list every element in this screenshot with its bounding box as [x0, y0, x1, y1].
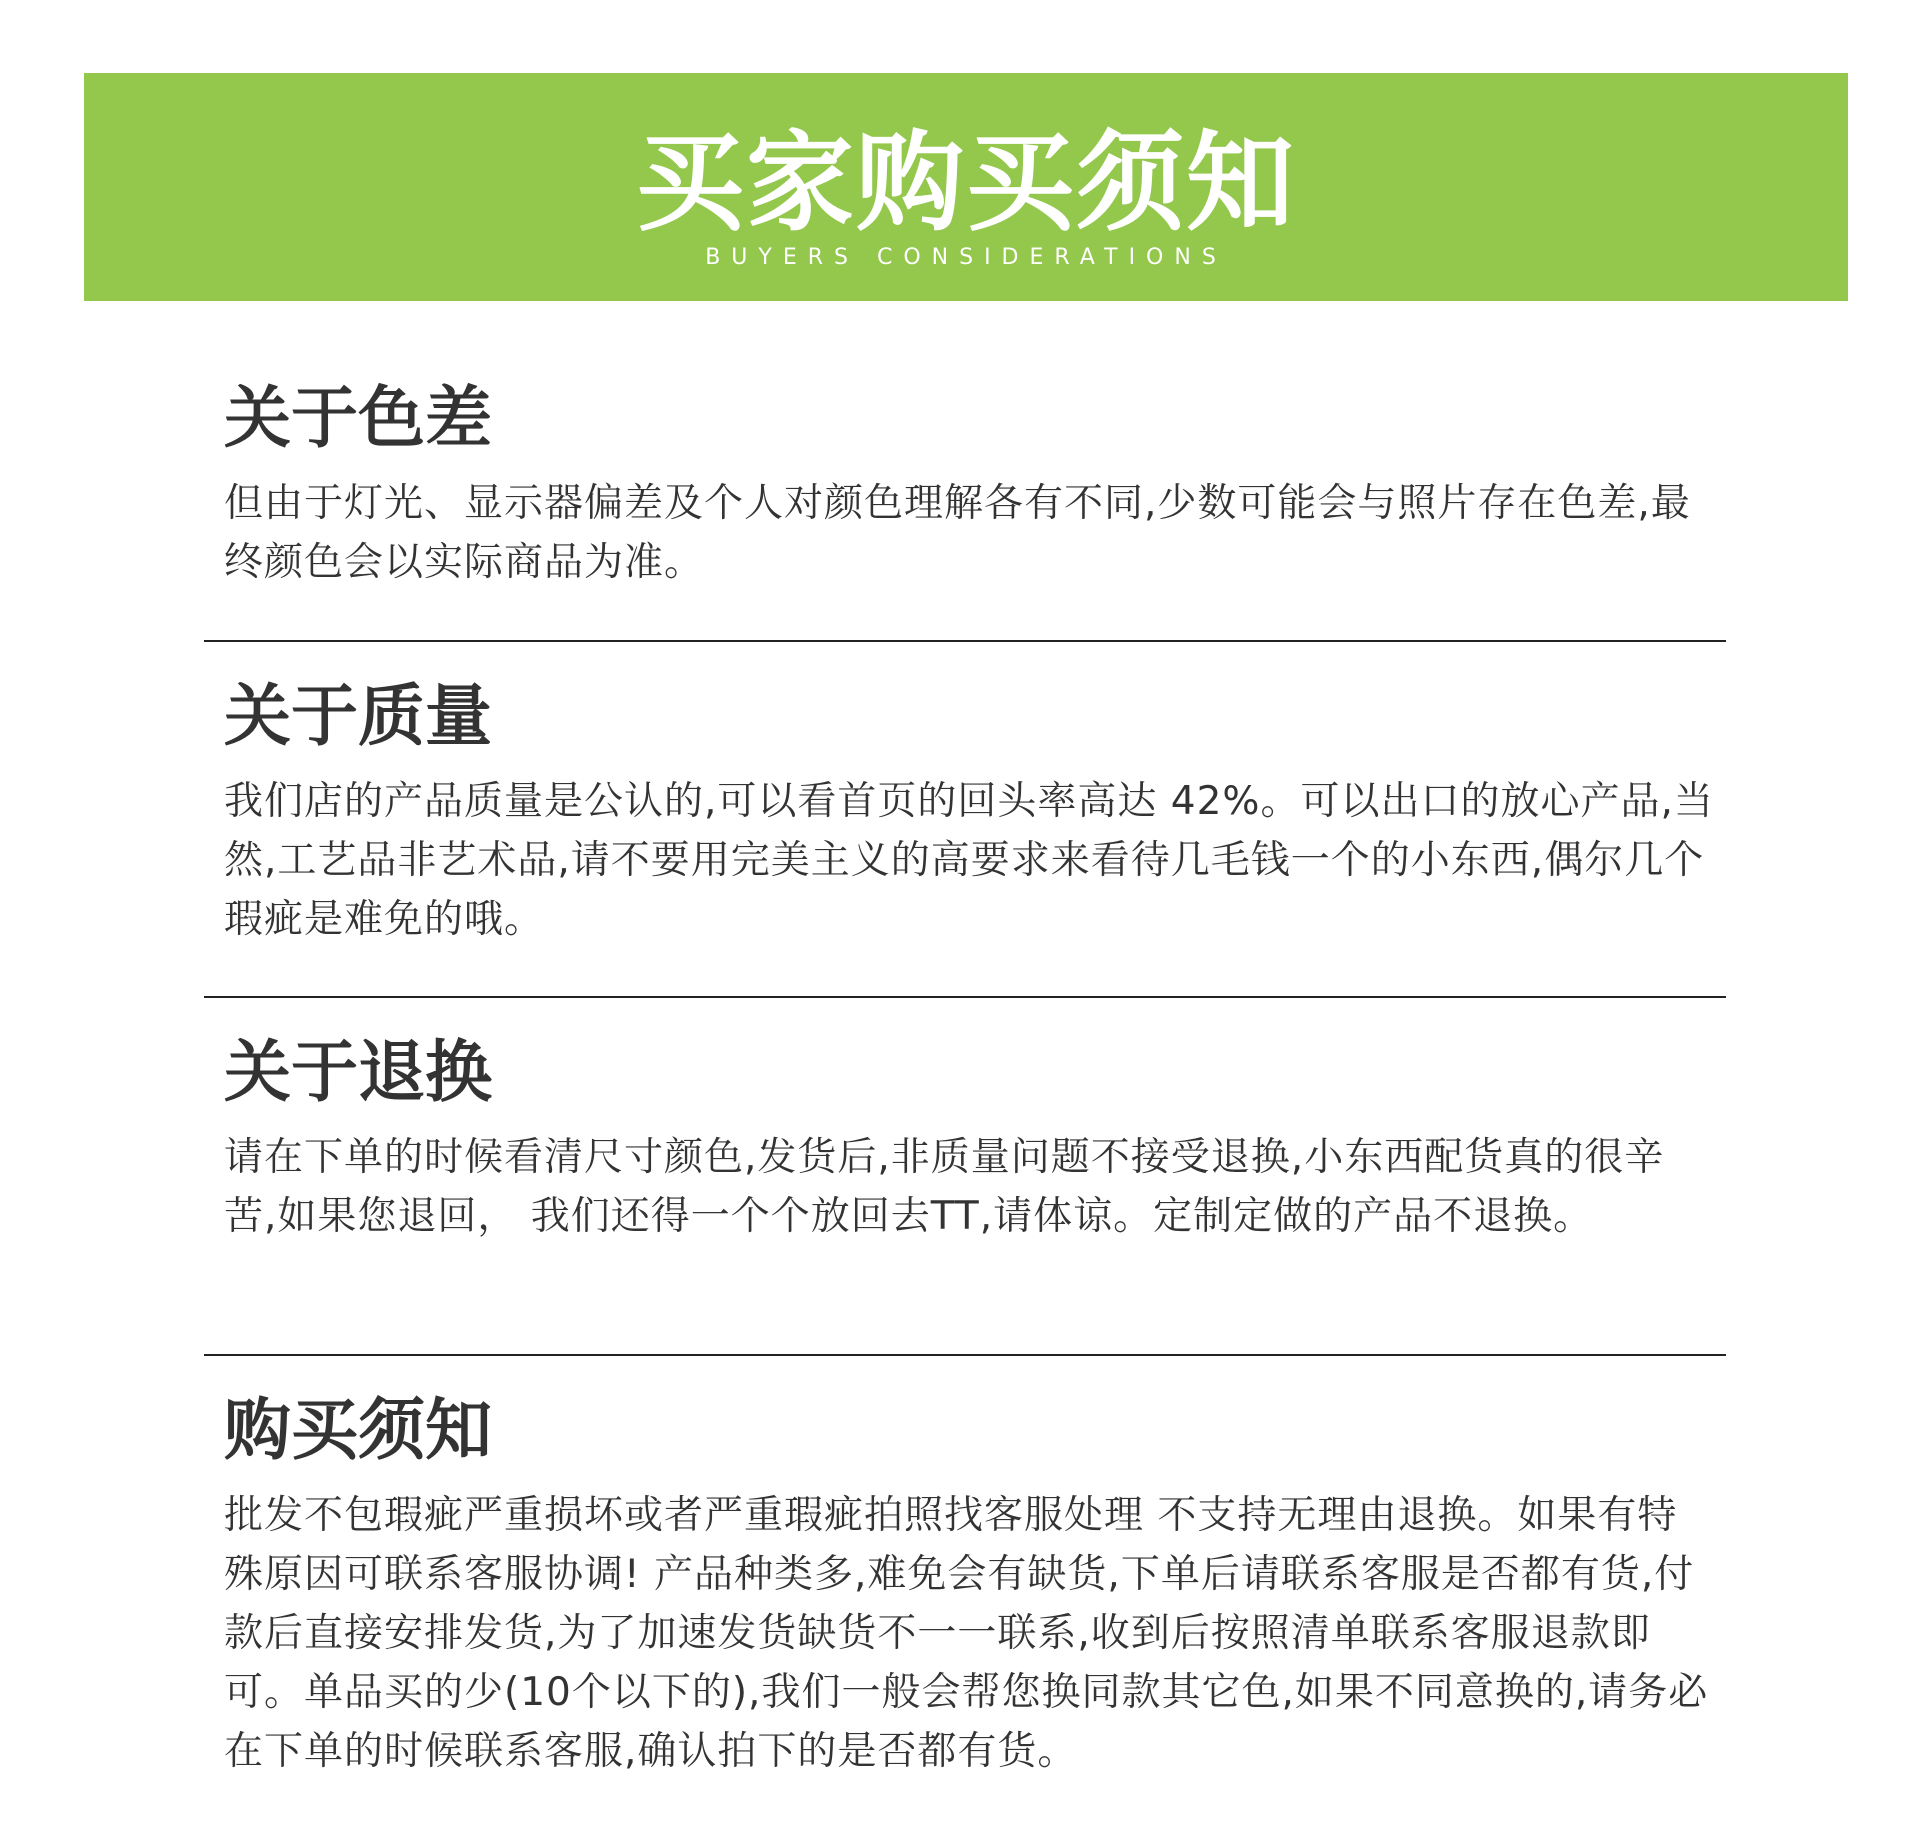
section-body: 批发不包瑕疵严重损坏或者严重瑕疵拍照找客服处理 不支持无理由退换。如果有特殊原因可联系客服协调! 产品种类多,难免会有缺货,下单后请联系客服是否都有货,付款后直接安排发货,为了加速发货缺货不一一联系,收到后按照清单联系客服退款即可。单品买的少(10个以下的),我们一般会帮您换同款其它色,如果不同意换的,请务必在下单的时候联系客服,确认拍下的是否都有货。: [224, 1493, 1709, 1774]
section-divider: [204, 1354, 1726, 1356]
section-heading: 关于色差: [224, 379, 492, 457]
header-banner: [84, 73, 1848, 301]
section-divider: [204, 640, 1726, 642]
section-divider: [204, 996, 1726, 998]
section-purchase-notice: [224, 1390, 1714, 1781]
section-returns: [224, 1032, 1714, 1246]
section-body: 请在下单的时候看清尺寸颜色,发货后,非质量问题不接受退换,小东西配货真的很辛苦,如果您退回， 我们还得一个个放回去TT,请体谅。定制定做的产品不退换。: [224, 1135, 1665, 1239]
section-heading: 关于质量: [224, 677, 492, 755]
page-subtitle: BUYERS CONSIDERATIONS: [705, 245, 1227, 270]
section-heading: 关于退换: [224, 1033, 492, 1111]
section-body: 我们店的产品质量是公认的,可以看首页的回头率高达 42%。可以出口的放心产品,当然,工艺品非艺术品,请不要用完美主义的高要求来看待几毛钱一个的小东西,偶尔几个瑕疵是难免的哦。: [224, 779, 1714, 942]
section-quality: [224, 676, 1714, 949]
section-body: 但由于灯光、显示器偏差及个人对颜色理解各有不同,少数可能会与照片存在色差,最终颜色会以实际商品为准。: [224, 481, 1691, 585]
page-title: 买家购买须知: [635, 121, 1296, 246]
section-heading: 购买须知: [224, 1391, 492, 1469]
section-color-difference: [224, 378, 1714, 592]
